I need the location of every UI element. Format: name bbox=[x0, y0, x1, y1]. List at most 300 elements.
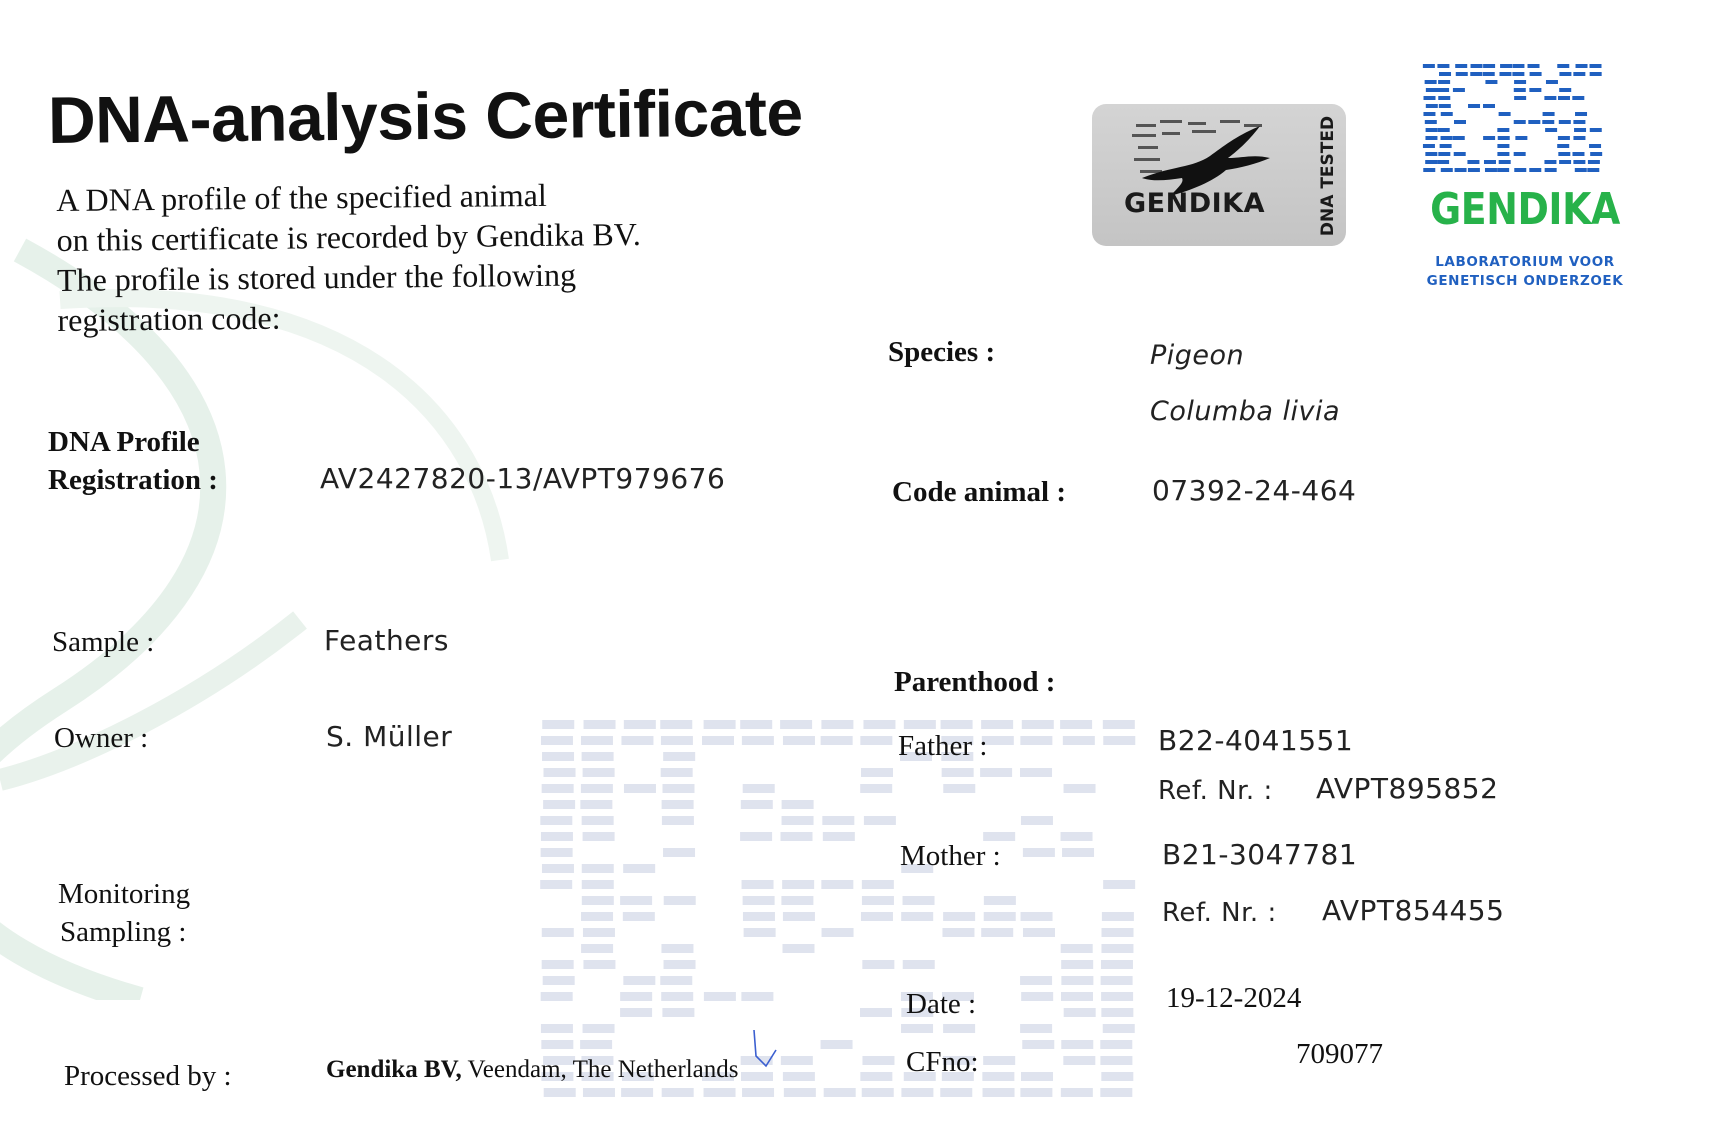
pattern-dash bbox=[1439, 72, 1451, 76]
pattern-dash bbox=[1528, 120, 1540, 124]
pattern-dash bbox=[942, 928, 974, 937]
pattern-dash bbox=[543, 800, 575, 809]
pattern-dash bbox=[704, 1088, 736, 1097]
pattern-dash bbox=[941, 720, 973, 729]
pattern-dash bbox=[741, 1072, 773, 1081]
pattern-dash bbox=[544, 768, 576, 777]
pattern-dash bbox=[823, 832, 855, 841]
pattern-dash bbox=[1022, 1040, 1054, 1049]
pattern-dash bbox=[1064, 784, 1096, 793]
pattern-dash bbox=[781, 1056, 813, 1065]
pattern-dash bbox=[664, 896, 696, 905]
pattern-dash bbox=[621, 1088, 653, 1097]
pattern-dash bbox=[1558, 152, 1570, 156]
pattern-dash bbox=[623, 912, 655, 921]
pattern-dash bbox=[1426, 128, 1438, 132]
pattern-dash bbox=[981, 720, 1013, 729]
pattern-dash bbox=[1061, 1088, 1093, 1097]
pattern-dash bbox=[1061, 960, 1093, 969]
pattern-dash bbox=[1440, 144, 1452, 148]
pattern-dash bbox=[1103, 720, 1135, 729]
pattern-dash bbox=[1512, 72, 1524, 76]
pattern-dash bbox=[1559, 160, 1571, 164]
pattern-dash bbox=[861, 768, 893, 777]
pattern-dash bbox=[1020, 1088, 1052, 1097]
mother-ref-value: AVPT854455 bbox=[1322, 894, 1505, 927]
pattern-dash bbox=[660, 720, 692, 729]
pattern-dash bbox=[662, 1008, 694, 1017]
pattern-dash bbox=[1485, 80, 1497, 84]
pattern-dash bbox=[943, 912, 975, 921]
pattern-dash bbox=[582, 864, 614, 873]
pattern-dash bbox=[860, 1008, 892, 1017]
code-animal-label: Code animal : bbox=[892, 476, 1066, 508]
father-value: B22-4041551 bbox=[1158, 724, 1354, 757]
pattern-dash bbox=[541, 992, 573, 1001]
pattern-dash bbox=[1425, 80, 1437, 84]
pattern-dash bbox=[542, 960, 574, 969]
pattern-dash bbox=[581, 784, 613, 793]
pattern-dash bbox=[1102, 912, 1134, 921]
pattern-dash bbox=[741, 800, 773, 809]
pattern-dash bbox=[781, 832, 813, 841]
pattern-dash bbox=[581, 736, 613, 745]
pattern-dash bbox=[1439, 104, 1451, 108]
pattern-dash bbox=[783, 912, 815, 921]
pattern-dash bbox=[943, 1024, 975, 1033]
pattern-dash bbox=[1023, 928, 1055, 937]
pattern-dash bbox=[662, 800, 694, 809]
pattern-dash bbox=[741, 992, 773, 1001]
pattern-dash bbox=[541, 832, 573, 841]
pattern-dash bbox=[1060, 720, 1092, 729]
pattern-dash bbox=[1497, 168, 1509, 172]
pattern-dash bbox=[782, 800, 814, 809]
pattern-dash bbox=[862, 896, 894, 905]
pattern-dash bbox=[1425, 160, 1437, 164]
pattern-dash bbox=[1559, 88, 1571, 92]
pattern-dash bbox=[1514, 88, 1526, 92]
pattern-dash bbox=[984, 896, 1016, 905]
pattern-dash bbox=[1515, 136, 1527, 140]
pattern-dash bbox=[1438, 128, 1450, 132]
pattern-dash bbox=[984, 912, 1016, 921]
intro-line: on this certificate is recorded by Gendika BV. bbox=[56, 215, 641, 258]
pattern-dash bbox=[862, 1088, 894, 1097]
pattern-dash bbox=[1546, 80, 1558, 84]
pattern-dash bbox=[661, 736, 693, 745]
pattern-dash bbox=[980, 768, 1012, 777]
pattern-dash bbox=[1572, 152, 1584, 156]
logo-subtitle-line: LABORATORIUM VOOR bbox=[1435, 254, 1615, 270]
pattern-dash bbox=[1426, 104, 1438, 108]
pattern-dash bbox=[1483, 72, 1495, 76]
pattern-dash bbox=[1590, 152, 1602, 156]
pattern-dash bbox=[1426, 88, 1438, 92]
pattern-dash bbox=[542, 784, 574, 793]
pattern-dash bbox=[1425, 152, 1437, 156]
pattern-dash bbox=[743, 784, 775, 793]
pattern-dash bbox=[1441, 112, 1453, 116]
pattern-dash bbox=[1102, 928, 1134, 937]
pattern-dash bbox=[1022, 720, 1054, 729]
pattern-dash bbox=[541, 1024, 573, 1033]
pattern-dash bbox=[1101, 976, 1133, 985]
pattern-dash bbox=[1497, 152, 1509, 156]
pattern-dash bbox=[983, 1088, 1015, 1097]
cfno-value: 709077 bbox=[1296, 1038, 1383, 1070]
pattern-dash bbox=[943, 784, 975, 793]
pattern-dash bbox=[1423, 64, 1435, 68]
pattern-dash bbox=[542, 752, 574, 761]
sample-label: Sample : bbox=[52, 626, 155, 658]
pattern-dash bbox=[1456, 72, 1468, 76]
pattern-dash bbox=[1573, 136, 1585, 140]
pattern-dash bbox=[620, 896, 652, 905]
pattern-dash bbox=[1103, 736, 1135, 745]
pattern-dash bbox=[623, 864, 655, 873]
pattern-dash bbox=[621, 736, 653, 745]
pattern-dash bbox=[662, 784, 694, 793]
pattern-dash bbox=[662, 1088, 694, 1097]
pattern-dash bbox=[821, 880, 853, 889]
logo-subtitle-line: GENETISCH ONDERZOEK bbox=[1426, 273, 1624, 289]
pattern-dash bbox=[542, 928, 574, 937]
pattern-dash bbox=[1545, 128, 1557, 132]
pattern-dash bbox=[1467, 160, 1479, 164]
pattern-dash bbox=[982, 1072, 1014, 1081]
pattern-dash bbox=[583, 832, 615, 841]
pattern-dash bbox=[1438, 80, 1450, 84]
pattern-dash bbox=[663, 848, 695, 857]
pattern-dash bbox=[1101, 944, 1133, 953]
pattern-dash bbox=[541, 1040, 573, 1049]
pattern-dash bbox=[1453, 136, 1465, 140]
pattern-dash bbox=[742, 736, 774, 745]
pattern-dash bbox=[862, 1056, 894, 1065]
species-latin-value: Columba livia bbox=[1150, 396, 1341, 427]
pattern-dash bbox=[583, 768, 615, 777]
pattern-dash bbox=[661, 992, 693, 1001]
pattern-dash bbox=[704, 720, 736, 729]
pattern-dash bbox=[740, 720, 772, 729]
pattern-dash bbox=[1542, 120, 1554, 124]
pattern-dash bbox=[1514, 168, 1526, 172]
pattern-dash bbox=[584, 720, 616, 729]
pattern-dash bbox=[1425, 120, 1437, 124]
pattern-dash bbox=[1063, 736, 1095, 745]
intro-line: The profile is stored under the following bbox=[56, 256, 577, 298]
pattern-dash bbox=[903, 960, 935, 969]
pattern-dash bbox=[1454, 120, 1466, 124]
pattern-dash bbox=[542, 864, 574, 873]
pattern-dash bbox=[822, 816, 854, 825]
pattern-dash bbox=[580, 800, 612, 809]
pattern-dash bbox=[1483, 104, 1495, 108]
pattern-dash bbox=[582, 880, 614, 889]
pattern-dash bbox=[901, 1088, 933, 1097]
pattern-dash bbox=[1425, 136, 1437, 140]
pattern-dash bbox=[581, 912, 613, 921]
pattern-dash bbox=[1423, 144, 1435, 148]
father-ref-label: Ref. Nr. : bbox=[1158, 776, 1273, 806]
pattern-dash bbox=[1468, 168, 1480, 172]
pattern-dash bbox=[901, 912, 933, 921]
badge-tag: DNA TESTED bbox=[1318, 115, 1338, 237]
pattern-dash bbox=[901, 1024, 933, 1033]
pattern-dash bbox=[1441, 168, 1453, 172]
pattern-dash bbox=[1101, 1072, 1133, 1081]
pattern-dash bbox=[1544, 96, 1556, 100]
logo-brand: GENDIKA bbox=[1430, 184, 1620, 235]
dna-profile-label: DNA Profile bbox=[48, 426, 200, 458]
pattern-dash bbox=[1485, 168, 1497, 172]
pattern-dash bbox=[1021, 992, 1053, 1001]
pattern-dash bbox=[1528, 64, 1540, 68]
pattern-dash bbox=[1514, 152, 1526, 156]
pattern-dash bbox=[1100, 1056, 1132, 1065]
pattern-dash bbox=[583, 928, 615, 937]
species-label: Species : bbox=[888, 336, 996, 368]
parenthood-label: Parenthood : bbox=[894, 666, 1056, 698]
pattern-dash bbox=[1101, 960, 1133, 969]
pattern-dash bbox=[1438, 96, 1450, 100]
pattern-dash bbox=[1558, 96, 1570, 100]
pattern-dash bbox=[861, 912, 893, 921]
pattern-dash bbox=[1023, 848, 1055, 857]
pattern-dash bbox=[1589, 144, 1601, 148]
pattern-dash bbox=[1545, 168, 1557, 172]
pattern-dash bbox=[1020, 1024, 1052, 1033]
pattern-dash bbox=[1061, 976, 1093, 985]
badge-brand: GENDIKA bbox=[1124, 188, 1265, 219]
pattern-dash bbox=[780, 720, 812, 729]
pattern-dash bbox=[824, 1088, 856, 1097]
mother-label: Mother : bbox=[900, 840, 1001, 872]
pattern-dash bbox=[1455, 64, 1467, 68]
pattern-dash bbox=[1020, 736, 1052, 745]
pattern-dash bbox=[1437, 64, 1449, 68]
pattern-dash bbox=[1021, 1072, 1053, 1081]
pattern-dash bbox=[743, 912, 775, 921]
pattern-dash bbox=[582, 816, 614, 825]
registration-value: AV2427820-13/AVPT979676 bbox=[320, 462, 726, 495]
pattern-dash bbox=[1454, 152, 1466, 156]
pattern-dash bbox=[1061, 992, 1093, 1001]
pattern-dash bbox=[1483, 64, 1495, 68]
pattern-dash bbox=[1437, 160, 1449, 164]
pattern-dash bbox=[1557, 64, 1569, 68]
pattern-dash bbox=[1424, 96, 1436, 100]
pattern-dash bbox=[1100, 1088, 1132, 1097]
sample-value: Feathers bbox=[324, 624, 450, 657]
pattern-dash bbox=[860, 736, 892, 745]
pattern-dash bbox=[1574, 128, 1586, 132]
pattern-dash bbox=[742, 1088, 774, 1097]
pattern-dash bbox=[1558, 136, 1570, 140]
pattern-dash bbox=[1514, 80, 1526, 84]
certificate-title: DNA-analysis Certificate bbox=[47, 75, 803, 157]
processed-by-label: Processed by : bbox=[64, 1060, 232, 1092]
species-common-value: Pigeon bbox=[1150, 340, 1245, 371]
pattern-dash bbox=[1514, 120, 1526, 124]
pattern-dash bbox=[821, 1040, 853, 1049]
pattern-dash bbox=[1590, 72, 1602, 76]
pattern-dash bbox=[540, 816, 572, 825]
pattern-dash bbox=[1559, 120, 1571, 124]
pattern-dash bbox=[1500, 64, 1512, 68]
pattern-dash bbox=[1441, 136, 1453, 140]
pattern-dash bbox=[542, 720, 574, 729]
pattern-dash bbox=[704, 992, 736, 1001]
pattern-dash bbox=[1101, 1008, 1133, 1017]
pattern-dash bbox=[1423, 112, 1435, 116]
pattern-dash bbox=[1468, 104, 1480, 108]
pattern-dash bbox=[583, 960, 615, 969]
pattern-dash bbox=[740, 832, 772, 841]
pattern-dash bbox=[1021, 816, 1053, 825]
pattern-dash bbox=[620, 992, 652, 1001]
date-value: 19-12-2024 bbox=[1166, 982, 1302, 1014]
pattern-dash bbox=[580, 1040, 612, 1049]
pattern-dash bbox=[663, 752, 695, 761]
pattern-dash bbox=[981, 928, 1013, 937]
pattern-dash bbox=[660, 976, 692, 985]
pattern-dash bbox=[702, 736, 734, 745]
pattern-dash bbox=[1573, 72, 1585, 76]
pattern-dash bbox=[783, 736, 815, 745]
pattern-dash bbox=[1103, 1024, 1135, 1033]
pattern-dash bbox=[1512, 64, 1524, 68]
date-label: Date : bbox=[906, 988, 977, 1020]
pattern-dash bbox=[1499, 160, 1511, 164]
pattern-dash bbox=[983, 1056, 1015, 1065]
pattern-dash bbox=[1575, 168, 1587, 172]
pattern-dash bbox=[1061, 832, 1093, 841]
pattern-dash bbox=[822, 928, 854, 937]
pattern-dash bbox=[583, 1088, 615, 1097]
pattern-dash bbox=[1572, 96, 1584, 100]
pattern-dash bbox=[1455, 168, 1467, 172]
pattern-dash bbox=[904, 720, 936, 729]
pattern-dash bbox=[1062, 848, 1094, 857]
pattern-dash bbox=[821, 736, 853, 745]
pattern-dash bbox=[862, 960, 894, 969]
pattern-dash bbox=[742, 880, 774, 889]
pattern-dash bbox=[1590, 128, 1602, 132]
pattern-dash bbox=[1061, 1040, 1093, 1049]
pattern-dash bbox=[1497, 144, 1509, 148]
monitoring-label: Monitoring bbox=[58, 878, 191, 910]
cfno-label: CFno: bbox=[906, 1046, 979, 1078]
pattern-dash bbox=[1590, 64, 1602, 68]
pattern-dash bbox=[1587, 168, 1599, 172]
pattern-dash bbox=[1557, 144, 1569, 148]
pattern-dash bbox=[783, 944, 815, 953]
pattern-dash bbox=[661, 768, 693, 777]
pattern-dash bbox=[1423, 168, 1435, 172]
pattern-dash bbox=[1529, 168, 1541, 172]
pattern-dash bbox=[784, 1088, 816, 1097]
pattern-dash bbox=[583, 1024, 615, 1033]
mother-ref-label: Ref. Nr. : bbox=[1162, 898, 1277, 928]
pattern-dash bbox=[860, 1072, 892, 1081]
sampling-label: Sampling : bbox=[60, 916, 187, 948]
pattern-dash bbox=[862, 880, 894, 889]
pattern-dash bbox=[860, 784, 892, 793]
pattern-dash bbox=[544, 1088, 576, 1097]
code-animal-value: 07392-24-464 bbox=[1152, 474, 1357, 507]
intro-text bbox=[56, 173, 758, 340]
pattern-dash bbox=[623, 976, 655, 985]
pattern-dash bbox=[1499, 112, 1511, 116]
intro-line: registration code: bbox=[57, 299, 281, 338]
pattern-dash bbox=[661, 944, 693, 953]
pattern-dash bbox=[1021, 912, 1053, 921]
pattern-dash bbox=[1514, 96, 1526, 100]
pattern-dash bbox=[1438, 152, 1450, 156]
intro-line: A DNA profile of the specified animal bbox=[56, 176, 547, 218]
pattern-dash bbox=[624, 720, 656, 729]
registration-label: Registration : bbox=[48, 464, 218, 496]
father-label: Father : bbox=[898, 730, 988, 762]
pattern-dash bbox=[903, 896, 935, 905]
pattern-dash bbox=[744, 928, 776, 937]
gendika-g-logo-icon bbox=[1422, 64, 1622, 176]
mother-value: B21-3047781 bbox=[1162, 838, 1358, 871]
pattern-dash bbox=[1530, 72, 1542, 76]
pattern-dash bbox=[1544, 160, 1556, 164]
pattern-dash bbox=[541, 736, 573, 745]
processed-location: Veendam, The Netherlands bbox=[461, 1056, 739, 1083]
pattern-dash bbox=[541, 848, 573, 857]
pattern-dash bbox=[821, 720, 853, 729]
signature-mark bbox=[750, 1028, 780, 1072]
pattern-dash bbox=[1559, 72, 1571, 76]
pattern-dash bbox=[1020, 768, 1052, 777]
pattern-dash bbox=[582, 896, 614, 905]
pattern-dash bbox=[582, 752, 614, 761]
pattern-dash bbox=[1588, 160, 1600, 164]
owner-label: Owner : bbox=[54, 722, 149, 754]
dna-tested-badge bbox=[1092, 104, 1346, 246]
logo-subtitle bbox=[1410, 253, 1640, 291]
processed-by-value bbox=[326, 1056, 739, 1084]
pattern-dash bbox=[543, 976, 575, 985]
pattern-dash bbox=[1575, 112, 1587, 116]
pattern-dash bbox=[1483, 136, 1495, 140]
pattern-dash bbox=[1499, 72, 1511, 76]
pattern-dash bbox=[1453, 88, 1465, 92]
pattern-dash bbox=[863, 720, 895, 729]
pattern-dash bbox=[1101, 992, 1133, 1001]
pattern-dash bbox=[662, 816, 694, 825]
pattern-dash bbox=[942, 768, 974, 777]
pattern-dash bbox=[743, 896, 775, 905]
pattern-dash bbox=[1529, 88, 1541, 92]
pattern-dash bbox=[1573, 160, 1585, 164]
pattern-dash bbox=[540, 880, 572, 889]
pattern-dash bbox=[1100, 1040, 1132, 1049]
pattern-dash bbox=[782, 816, 814, 825]
pattern-dash bbox=[864, 816, 896, 825]
pattern-dash bbox=[1497, 128, 1509, 132]
pattern-dash bbox=[1573, 120, 1585, 124]
pattern-dash bbox=[783, 1072, 815, 1081]
pattern-dash bbox=[781, 896, 813, 905]
pattern-dash bbox=[1471, 64, 1483, 68]
pattern-dash bbox=[1020, 976, 1052, 985]
